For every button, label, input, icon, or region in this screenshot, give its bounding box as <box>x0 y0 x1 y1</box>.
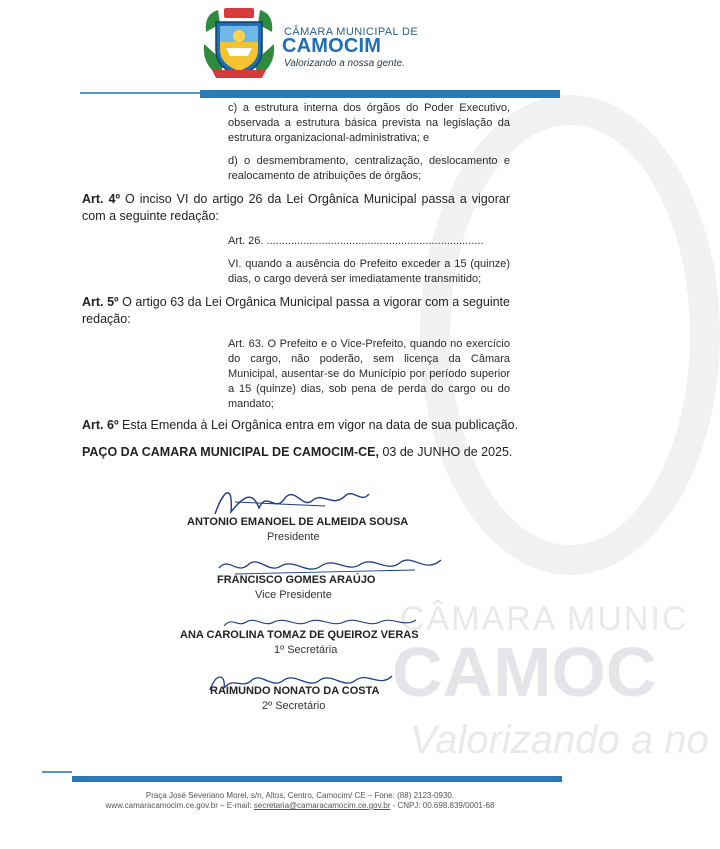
footer-address: Praça José Severiano Morel, s/n, Altos, Centro, Camocim/ CE – Fone: (88) 2123-0930. <box>145 791 455 800</box>
article-6 <box>82 417 519 434</box>
footer-cnpj: - CNPJ: 00.698.839/0001-68 <box>390 801 495 810</box>
article-5-text: O artigo 63 da Lei Orgânica Municipal passa a vigorar com a seguinte redação: <box>82 295 510 326</box>
header-city-name: CAMOCIM <box>282 35 382 57</box>
footer-website: www.camaracamocim.ce.gov.br <box>105 801 218 810</box>
article-26-item-vi: VI. quando a ausência do Prefeito exceder a 15 (quinze) dias, o cargo deverá ser imediatamente transmitido; <box>228 258 510 285</box>
footer-email-label: – E-mail: <box>217 801 254 810</box>
item-d: d) o desmembramento, centralização, deslocamento e realocamento de atribuições de órgãos; <box>228 155 510 182</box>
footer-contacts <box>0 801 600 810</box>
signatory-3-role: 1º Secretária <box>274 644 338 656</box>
article-4-text: O inciso VI do artigo 26 da Lei Orgânica Municipal passa a vigorar com a seguinte redação: <box>82 192 510 223</box>
header-slogan: Valorizando a nossa gente. <box>284 58 405 69</box>
signatory-4-role: 2º Secretário <box>262 700 326 712</box>
signatory-1-role: Presidente <box>267 531 320 543</box>
article-4-label: Art. 4º <box>82 192 121 206</box>
article-5 <box>82 294 510 328</box>
footer-email: secretaria@camaracamocim.ce.gov.br <box>253 801 391 810</box>
header-chamber-label: CÂMARA MUNICIPAL DE <box>284 26 419 38</box>
article-26-reference: Art. 26. ....................................................................... <box>228 235 484 247</box>
article-5-label: Art. 5º <box>82 295 119 309</box>
header-bar <box>200 90 560 98</box>
article-6-label: Art. 6º <box>82 418 119 432</box>
signatory-2-role: Vice Presidente <box>255 589 332 601</box>
signatory-1-name: ANTONIO EMANOEL DE ALMEIDA SOUSA <box>187 516 409 528</box>
closing-line <box>82 444 513 461</box>
closing-date: 03 de JUNHO de 2025. <box>378 445 513 459</box>
coat-of-arms-icon <box>200 4 278 82</box>
signatory-4-name: RAIMUNDO NONATO DA COSTA <box>210 685 380 697</box>
item-c: c) a estrutura interna dos órgãos do Poder Executivo, observada a estrutura básica prevista na legislação da estrutura organizacional-administrativa; e <box>228 102 510 144</box>
article-6-text: Esta Emenda à Lei Orgânica entra em vigor na data de sua publicação. <box>118 418 519 432</box>
watermark-slogan: Valorizando a no <box>410 718 709 762</box>
signatory-2-name: FRANCISCO GOMES ARAÚJO <box>217 574 376 586</box>
header-bar-thin <box>80 92 200 94</box>
footer-bar <box>72 776 562 782</box>
signatory-3-name: ANA CAROLINA TOMAZ DE QUEIROZ VERAS <box>180 629 419 641</box>
letterhead <box>200 4 419 84</box>
watermark-camara: CÂMARA MUNIC <box>400 600 689 638</box>
footer-bar-thin <box>42 771 72 773</box>
closing-place: PAÇO DA CAMARA MUNICIPAL DE CAMOCIM-CE, <box>82 445 379 459</box>
article-4 <box>82 191 510 225</box>
signature-1-scribble <box>205 484 375 520</box>
watermark-camocim: CAMOC <box>392 633 657 711</box>
article-63-text: Art. 63. O Prefeito e o Vice-Prefeito, quando no exercício do cargo, não poderão, sem licença da Câmara Municipal, ausentar-se do Município por período superior a 15 (quinze) dias, sob pena de perda do cargo ou do mandato; <box>228 338 510 410</box>
